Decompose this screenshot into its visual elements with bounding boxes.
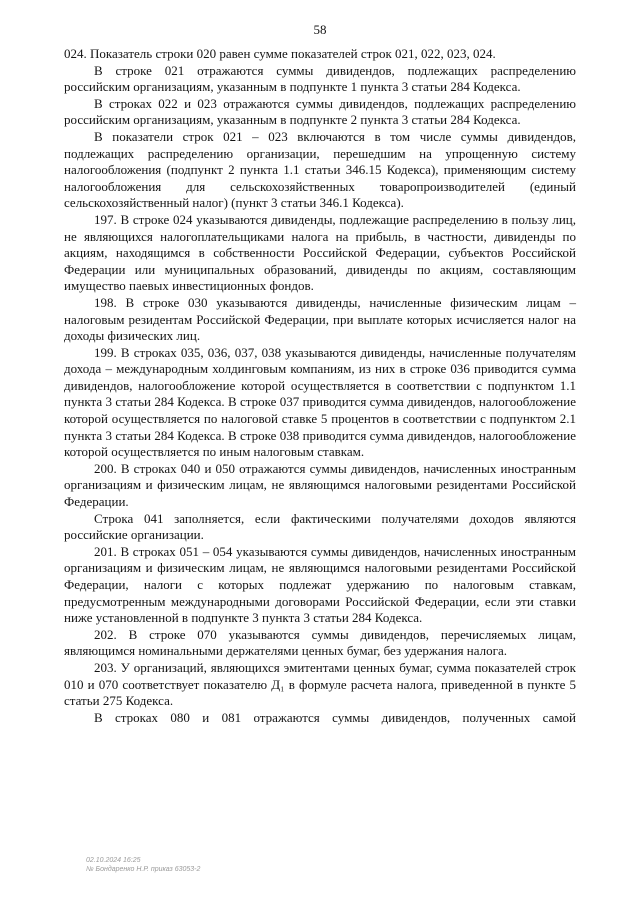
- paragraph-199: 199. В строках 035, 036, 037, 038 указываются дивиденды, начисленные получателям дохода – международным холдинговым компаниям, из них в строке 036 приводится сумма дивидендов, налогообложение которой осуществляется в соответствии с подпунктом 1.1 пункта 3 статьи 284 Кодекса. В строке 037 приводится сумма дивидендов, налогообложение которой осуществляется по налоговой ставке 5 процентов в соответствии с подпунктом 2.1 пункта 3 статьи 284 Кодекса. В строке 038 приводится сумма дивидендов, налогообложение которой осуществляется по иным налоговым ставкам.: [64, 344, 576, 460]
- paragraph-201: 201. В строках 051 – 054 указываются суммы дивидендов, начисленных иностранным организациям и физическим лицам, не являющимся налоговыми резидентами Российской Федерации, налоги с которых подлежат удержанию по налоговым ставкам, предусмотренным международными договорами Российской Федерации, если эти ставки ниже установленной в подпункте 3 пункта 3 статьи 284 Кодекса.: [64, 543, 576, 626]
- paragraph-1: 024. Показатель строки 020 равен сумме показателей строк 021, 022, 023, 024.: [64, 46, 496, 61]
- paragraph-197: 197. В строке 024 указываются дивиденды, подлежащие распределению в пользу лиц, не являющихся налогоплательщиками налога на прибыль, в частности, дивиденды по акциям, находящимся в собственности Российской Федерации, субъектов Российской Федерации или муниципальных образований, дивиденды по акциям, составляющим имущество паевых инвестиционных фондов.: [64, 211, 576, 294]
- paragraph-203: 203. У организаций, являющихся эмитентами ценных бумаг, сумма показателей строк 010 и 070 соответствует показателю Д₁ в формуле расчета налога, приведенной в пункте 5 статьи 275 Кодекса.: [64, 659, 576, 709]
- page-number: 58: [313, 22, 327, 37]
- paragraph-202: 202. В строке 070 указываются суммы дивидендов, перечисляемых лицам, являющимся номинальными держателями ценных бумаг, без удержания налога.: [64, 626, 576, 659]
- paragraph-200: 200. В строках 040 и 050 отражаются суммы дивидендов, начисленных иностранным организациям и физическим лицам, не являющимся налоговыми резидентами Российской Федерации.: [64, 460, 576, 510]
- paragraph-198: 198. В строке 030 указываются дивиденды, начисленные физическим лицам – налоговым резидентам Российской Федерации, при выплате которых исчисляется налог на доходы физических лиц.: [64, 294, 576, 344]
- print-stamp: [86, 856, 200, 874]
- paragraph-lines-080-081: В строках 080 и 081 отражаются суммы дивидендов, полученных самой: [94, 709, 576, 725]
- document-body: [64, 46, 576, 726]
- stamp-author: № Бондаренко Н.Р. приказ 63053-2: [86, 866, 201, 873]
- paragraph-4: В показатели строк 021 – 023 включаются в том числе суммы дивидендов, подлежащих распределению организации, перешедшим на упрощенную систему налогообложения (подпункт 2 пункта 1.1 статьи 346.15 Кодекса), применяющим систему налогообложения для сельскохозяйственных товаропроизводителей (единый сельскохозяйственный налог) (пункт 3 статьи 346.1 Кодекса).: [64, 128, 576, 211]
- stamp-date: 02.10.2024 16:25: [86, 857, 141, 864]
- paragraph-2: В строке 021 отражаются суммы дивидендов, подлежащих распределению российским организациям, указанным в подпункте 1 пункта 3 статьи 284 Кодекса.: [64, 62, 576, 95]
- paragraph-line-041: Строка 041 заполняется, если фактическими получателями доходов являются российские организации.: [64, 510, 576, 543]
- paragraph-3: В строках 022 и 023 отражаются суммы дивидендов, подлежащих распределению российским организациям, указанным в подпункте 2 пункта 3 статьи 284 Кодекса.: [64, 95, 576, 128]
